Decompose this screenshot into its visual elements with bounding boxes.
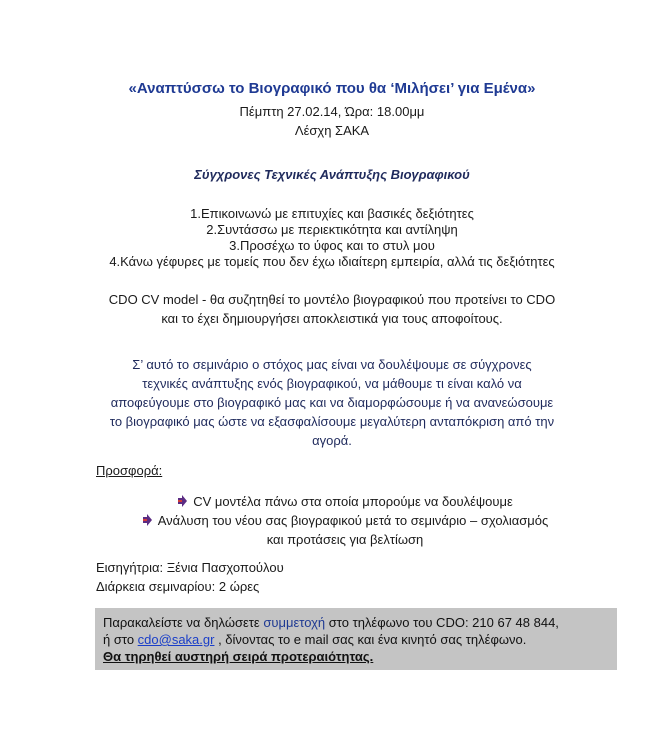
priority-notice: Θα τηρηθεί αυστηρή σειρά προτεραιότητας.: [103, 649, 374, 664]
contact-line-1: Παρακαλείστε να δηλώσετε συμμετοχή στο τηλέφωνο του CDO: 210 67 48 844,: [103, 615, 559, 630]
goal-line: το βιογραφικό μας ώστε να εξασφαλίσουμε μεγαλύτερη ανταπόκριση από την: [109, 414, 555, 429]
offer-label: Προσφορά:: [96, 463, 163, 478]
offer-bullet-text: Ανάλυση του νέου σας βιογραφικού μετά το σεμινάριο – σχολιασμός: [157, 513, 549, 528]
cv-model-line: και το έχει δημιουργήσει αποκλειστικά για τους αποφοίτους.: [161, 311, 503, 326]
offer-bullet: [110, 511, 580, 530]
event-location: Λέσχη ΣΑΚΑ: [294, 123, 370, 138]
arrow-bullet-icon: [142, 514, 152, 526]
email-link[interactable]: cdo@saka.gr: [137, 632, 215, 647]
list-item: 1.Επικοινωνώ με επιτυχίες και βασικές δεξιότητες: [190, 206, 474, 221]
goal-line: αγορά.: [312, 433, 352, 448]
contact-line-2: ή στο cdo@saka.gr , δίνοντας το e mail σας και ένα κινητό σας τηλέφωνο.: [103, 632, 527, 647]
list-item: 2.Συντάσσω με περιεκτικότητα και αντίληψη: [206, 222, 458, 237]
goal-line: τεχνικές ανάπτυξης ενός βιογραφικού, να μάθουμε τι είναι καλό να: [142, 376, 522, 391]
list-item: 3.Προσέχω το ύφος και το στυλ μου: [229, 238, 435, 253]
offer-bullet-text: CV μοντέλα πάνω στα οποία μπορούμε να δουλέψουμε: [193, 494, 513, 509]
offer-bullet: [110, 492, 580, 511]
seminar-details: [96, 558, 284, 596]
duration-text: Διάρκεια σεμιναρίου: 2 ώρες: [96, 579, 260, 594]
goal-line: Σ’ αυτό το σεμινάριο ο στόχος μας είναι να δουλέψουμε σε σύγχρονες: [132, 357, 532, 372]
event-date-time: Πέμπτη 27.02.14, Ώρα: 18.00μμ: [239, 104, 425, 119]
offer-bullet-continuation: και προτάσεις για βελτίωση: [266, 532, 424, 547]
topics-list: [0, 206, 664, 270]
goal-paragraph: [0, 355, 664, 450]
participation-highlight: συμμετοχή: [263, 615, 326, 630]
cv-model-paragraph: [0, 290, 664, 328]
goal-line: αποφεύγουμε στο βιογραφικό μας και να διαμορφώσουμε ή να ανανεώσουμε: [110, 395, 554, 410]
event-title: «Αναπτύσσω το Βιογραφικό που θα ‘Μιλήσει’ για Εμένα»: [128, 80, 536, 97]
contact-box: [95, 608, 617, 670]
offer-bullets: [110, 492, 580, 549]
cv-model-line: CDO CV model - θα συζητηθεί το μοντέλο βιογραφικού που προτείνει το CDO: [108, 292, 556, 307]
speaker-text: Εισηγήτρια: Ξένια Πασχοπούλου: [96, 560, 284, 575]
arrow-bullet-icon: [177, 495, 187, 507]
section-heading: Σύγχρονες Τεχνικές Ανάπτυξης Βιογραφικού: [194, 167, 470, 182]
list-item: 4.Κάνω γέφυρες με τομείς που δεν έχω ιδιαίτερη εμπειρία, αλλά τις δεξιότητες: [109, 254, 555, 269]
